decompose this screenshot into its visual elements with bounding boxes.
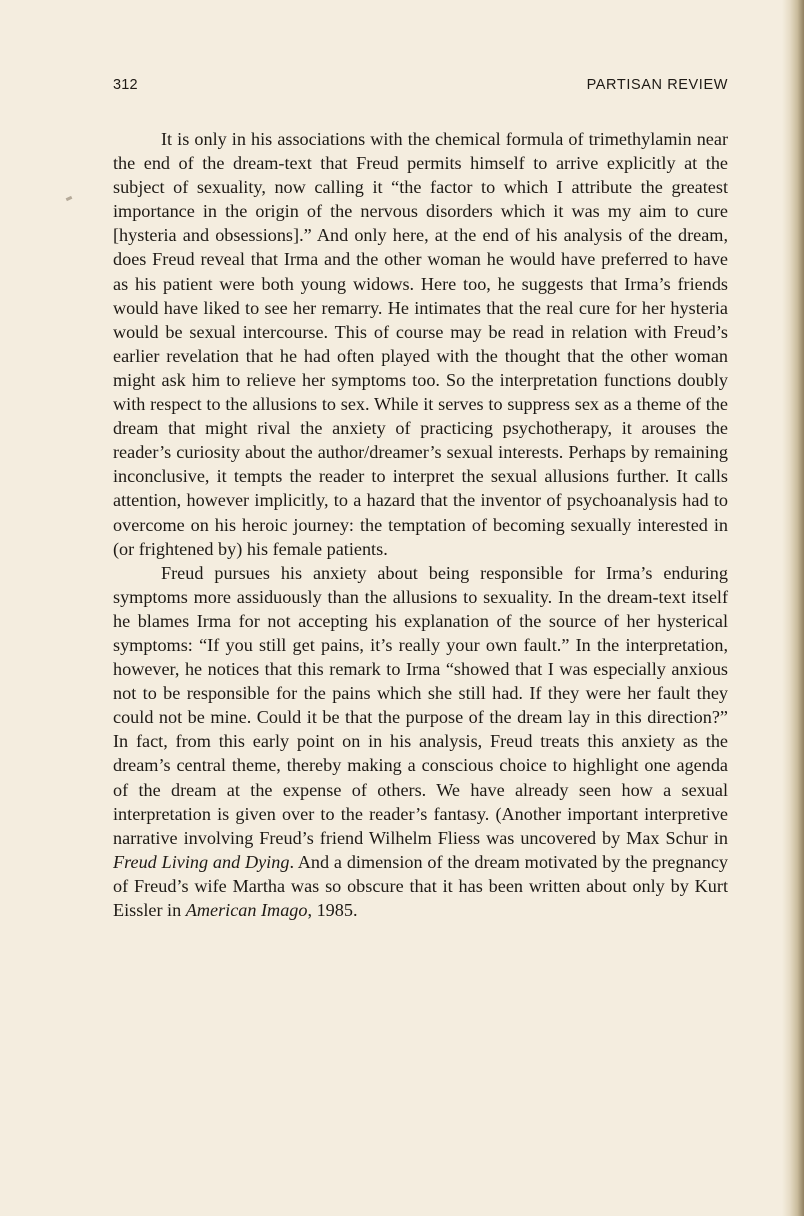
paragraph-text: It is only in his associations with the chemical formula of trimethylamin near the end of the dream-text that Freud permits himself to arrive explicitly at the subject of sexuality, now calling it “the factor to which I attribute the greatest importance in the origin of the nervous disorders which it was my aim to cure [hysteria and obsessions].” And only here, at the end of his analysis of the dream, does Freud reveal that Irma and the other woman he would have preferred to have as his patient were both young widows. Here too, he suggests that Irma’s friends would have liked to see her remarry. He intimates that the real cure for her hysteria would be sexual intercourse. This of course may be read in relation with Freud’s earlier revelation that he had often played with the thought that the other woman might ask him to relieve her symptoms too. So the interpretation functions doubly with respect to the allusions to sex. While it serves to suppress sex as a theme of the dream that might rival the anxiety of practicing psychotherapy, it arouses the reader’s curiosity about the author/dreamer’s sexual interests. Perhaps by remaining inconclusive, it tempts the reader to interpret the sexual allusions further. It calls attention, however implicitly, to a hazard that the inventor of psychoanalysis had to overcome on his heroic journey: the temptation of becoming sexually interested in (or frightened by) his female patients. (113, 129, 728, 559)
book-title-freud-living-and-dying: Freud Living and Dying (113, 851, 290, 872)
page-binding-edge (782, 0, 804, 1216)
margin-mark (66, 196, 73, 201)
paragraph-text: , 1985. (307, 900, 358, 920)
running-head-journal-title: PARTISAN REVIEW (586, 77, 728, 93)
paragraph-text: . And a dimension of the dream motivated by the pregnancy of Freud’s wife Martha was so obscure that it has been written about only by Kurt Eissler in (113, 851, 728, 920)
journal-title-american-imago: American Imago (185, 900, 308, 920)
paragraph-text: Freud pursues his anxiety about being responsible for Irma’s enduring symptoms more assiduously than the allusions to sexuality. In the dream-text itself he blames Irma for not accepting his explanation of the source of her hysterical symptoms: “If you still get pains, it’s really your own fault.” In the interpretation, however, he notices that this remark to Irma “showed that I was especially anxious not to be responsible for the pains which she still had. If they were her fault they could not be mine. Could it be that the purpose of the dream lay in this direction?” In fact, from this early point on in his analysis, Freud treats this anxiety as the dream’s central theme, thereby making a conscious choice to highlight one agenda of the dream at the expense of others. We have already seen how a sexual interpretation is given over to the reader’s fantasy. (Another important interpretive narrative involving Freud’s friend Wilhelm Fliess was uncovered by Max Schur in (113, 562, 728, 848)
page-header (113, 77, 728, 97)
page-number: 312 (113, 77, 138, 93)
article-body (113, 127, 728, 922)
paragraph-sexuality-allusions (113, 127, 728, 561)
paragraph-irma-responsibility (113, 561, 728, 922)
